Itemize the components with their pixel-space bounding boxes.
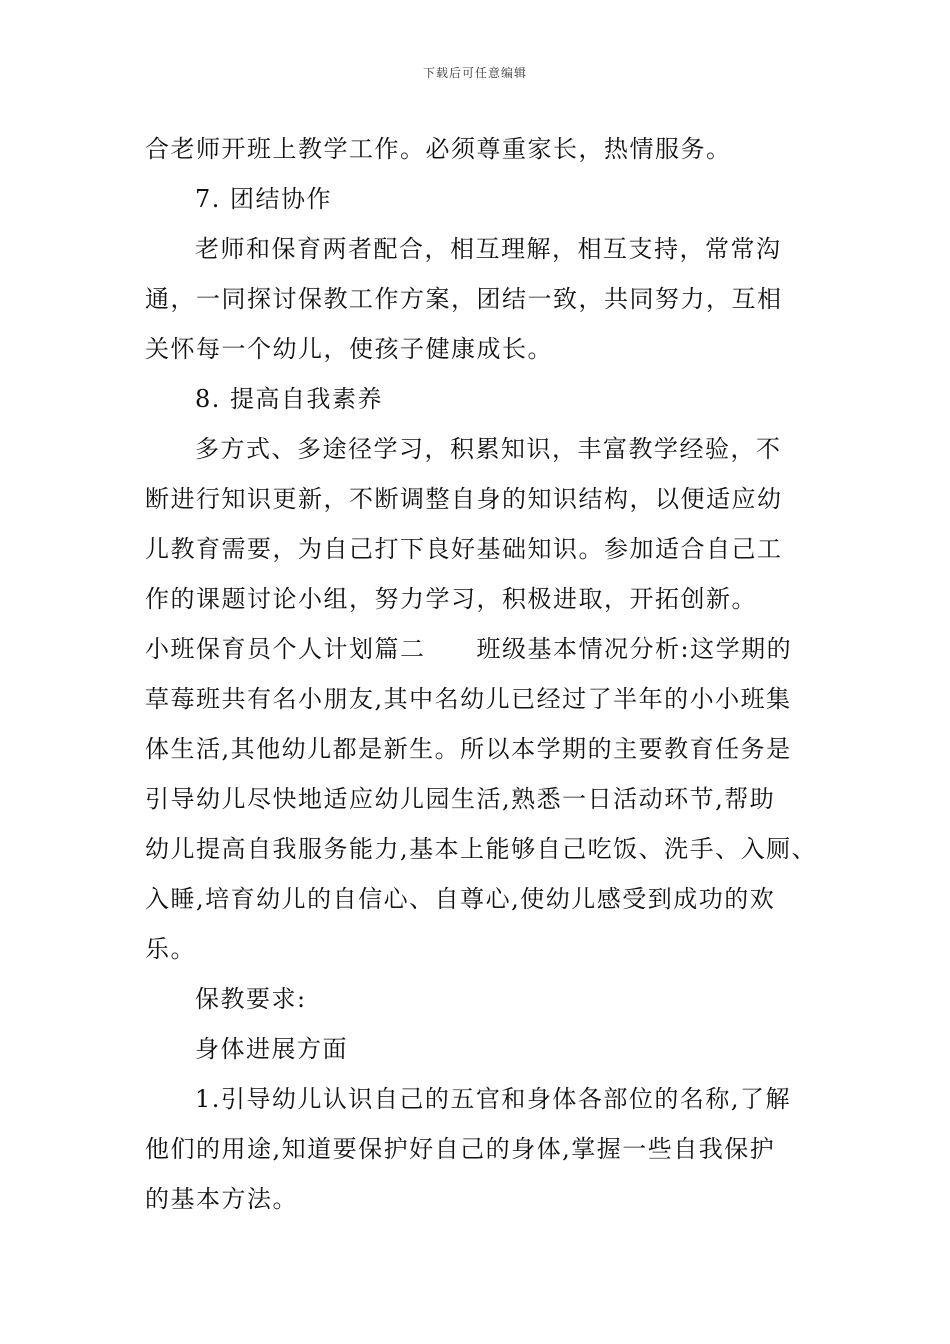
text-line: 身体进展方面 [195, 1035, 348, 1063]
text-line: 他们的用途,知道要保护好自己的身体,掌握一些自我保护 [145, 1135, 776, 1163]
text-line: 草莓班共有名小朋友,其中名幼儿已经过了半年的小小班集 [145, 685, 792, 713]
text-line: 通，一同探讨保教工作方案，团结一致，共同努力，互相 [145, 285, 783, 313]
text-line: 7. 团结协作 [195, 185, 333, 213]
text-line: 小班保育员个人计划篇二 班级基本情况分析:这学期的 [145, 635, 793, 663]
text-line: 合老师开班上教学工作。必须尊重家长，热情服务。 [145, 135, 732, 163]
text-line: 入睡,培育幼儿的自信心、自尊心,使幼儿感受到成功的欢 [145, 885, 776, 913]
text-line: 1.引导幼儿认识自己的五官和身体各部位的名称,了解 [195, 1085, 792, 1113]
text-line: 乐。 [145, 935, 196, 963]
text-line: 断进行知识更新，不断调整自身的知识结构，以便适应幼 [145, 485, 783, 513]
text-line: 作的课题讨论小组，努力学习，积极进取，开拓创新。 [145, 585, 757, 613]
text-line: 引导幼儿尽快地适应幼儿园生活,熟悉一日活动环节,帮助 [145, 785, 776, 813]
text-line: 老师和保育两者配合，相互理解，相互支持，常常沟 [195, 235, 782, 263]
text-line: 关怀每一个幼儿，使孩子健康成长。 [145, 335, 553, 363]
page-header-note: 下载后可任意编辑 [422, 66, 527, 80]
text-line: 的基本方法。 [145, 1185, 298, 1213]
text-line: 幼儿提高自我服务能力,基本上能够自己吃饭、洗手、入厕、 [145, 835, 818, 863]
text-line: 儿教育需要，为自己打下良好基础知识。参加适合自己工 [145, 535, 783, 563]
text-line: 体生活,其他幼儿都是新生。所以本学期的主要教育任务是 [145, 735, 792, 763]
text-line: 多方式、多途径学习，积累知识，丰富教学经验，不 [195, 435, 782, 463]
text-line: 8. 提高自我素养 [195, 385, 384, 413]
text-line: 保教要求: [195, 985, 307, 1013]
document-body [145, 124, 818, 1224]
